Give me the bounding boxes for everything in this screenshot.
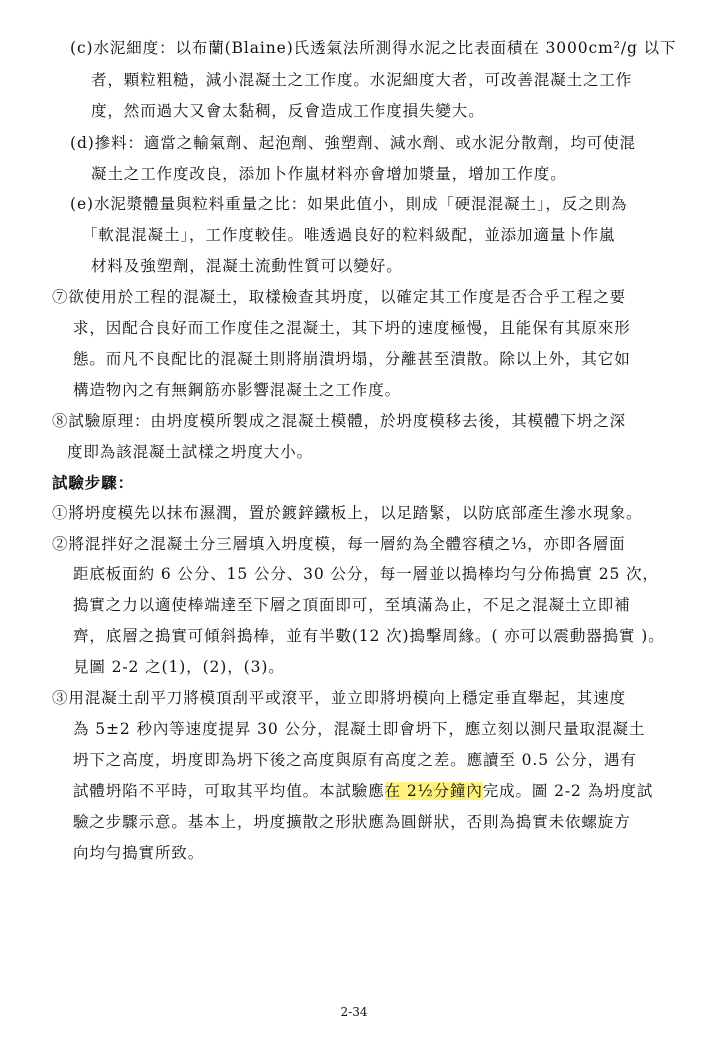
page-number: 2-34 — [340, 1005, 368, 1019]
text-segment: 試體坍陷不平時，可取其平均值。本試驗應 — [73, 782, 385, 800]
section-heading: 試驗步驟： — [52, 473, 135, 492]
text-line: ②將混拌好之混凝土分三層填入坍度模，每一層約為全體容積之⅓，亦即各層面 — [52, 535, 626, 553]
text-line — [73, 781, 653, 801]
text-line: 坍下之高度，坍度即為坍下後之高度與原有高度之差。應讀至 0.5 公分，遇有 — [73, 751, 637, 769]
text-line: 為 5±2 秒內等速度提昇 30 公分，混凝土即會坍下，應立刻以測尺量取混凝土 — [73, 720, 646, 738]
text-line: 見圖 2-2 之(1)，(2)，(3)。 — [73, 658, 285, 676]
text-line: 驗之步驟示意。基本上，坍度擴散之形狀應為圓餅狀，否則為搗實未依螺旋方 — [73, 813, 631, 831]
text-line: 度即為該混凝土試樣之坍度大小。 — [67, 443, 314, 461]
text-line: 態。而凡不良配比的混凝土則將崩潰坍塌，分離甚至潰散。除以上外，其它如 — [73, 350, 631, 368]
text-line: 搗實之力以適使棒端達至下層之頂面即可，至填滿為止，不足之混凝土立即補 — [73, 596, 631, 614]
text-line: 材料及強塑劑，混凝土流動性質可以變好。 — [91, 257, 403, 275]
text-line: 「軟混混凝土」，工作度較佳。唯透過良好的粒料級配，並添加適量卜作嵐 — [82, 226, 616, 244]
text-line: (c)水泥細度：以布蘭(Blaine)氏透氣法所測得水泥之比表面積在 3000cm²/g 以下 — [70, 39, 677, 57]
text-line: 齊，底層之搗實可傾斜搗棒，並有半數(12 次)搗擊周緣。( 亦可以震動器搗實 )。 — [73, 627, 665, 645]
text-line: ①將坍度模先以抹布濕潤，置於鍍鋅鐵板上，以足踏緊，以防底部產生滲水現象。 — [52, 504, 643, 522]
highlighted-text: 在 2½分鐘內 — [384, 782, 483, 800]
text-line: 構造物內之有無鋼筋亦影響混凝土之工作度。 — [73, 381, 402, 399]
text-line: 者，顆粒粗糙，減小混凝土之工作度。水泥細度大者，可改善混凝土之工作 — [91, 71, 633, 89]
text-line: 向均勻搗實所致。 — [73, 844, 205, 862]
text-line: 凝土之工作度改良，添加卜作嵐材料亦會增加漿量，增加工作度。 — [91, 165, 567, 183]
text-line: ⑧試驗原理：由坍度模所製成之混凝土模體，於坍度模移去後，其模體下坍之深 — [52, 412, 627, 430]
text-line: (d)摻料：適當之輸氣劑、起泡劑、強塑劑、減水劑、或水泥分散劑，均可使混 — [70, 134, 636, 152]
text-line: ⑦欲使用於工程的混凝土，取樣檢查其坍度，以確定其工作度是否合乎工程之要 — [52, 288, 627, 306]
text-line: 度，然而過大又會太黏稠，反會造成工作度損失變大。 — [91, 102, 485, 120]
text-line: (e)水泥漿體量與粒料重量之比：如果此值小，則成「硬混混凝土」，反之則為 — [70, 195, 628, 213]
text-line: 距底板面約 6 公分、15 公分、30 公分，每一層並以搗棒均勻分佈搗實 25 次， — [73, 565, 659, 583]
text-line: ③用混凝土刮平刀將模頂刮平或滾平，並立即將坍模向上穩定垂直舉起，其速度 — [52, 689, 627, 707]
text-line: 求，因配合良好而工作度佳之混凝土，其下坍的速度極慢，且能保有其原來形 — [73, 319, 631, 337]
text-segment: 完成。圖 2-2 為坍度試 — [482, 782, 654, 800]
